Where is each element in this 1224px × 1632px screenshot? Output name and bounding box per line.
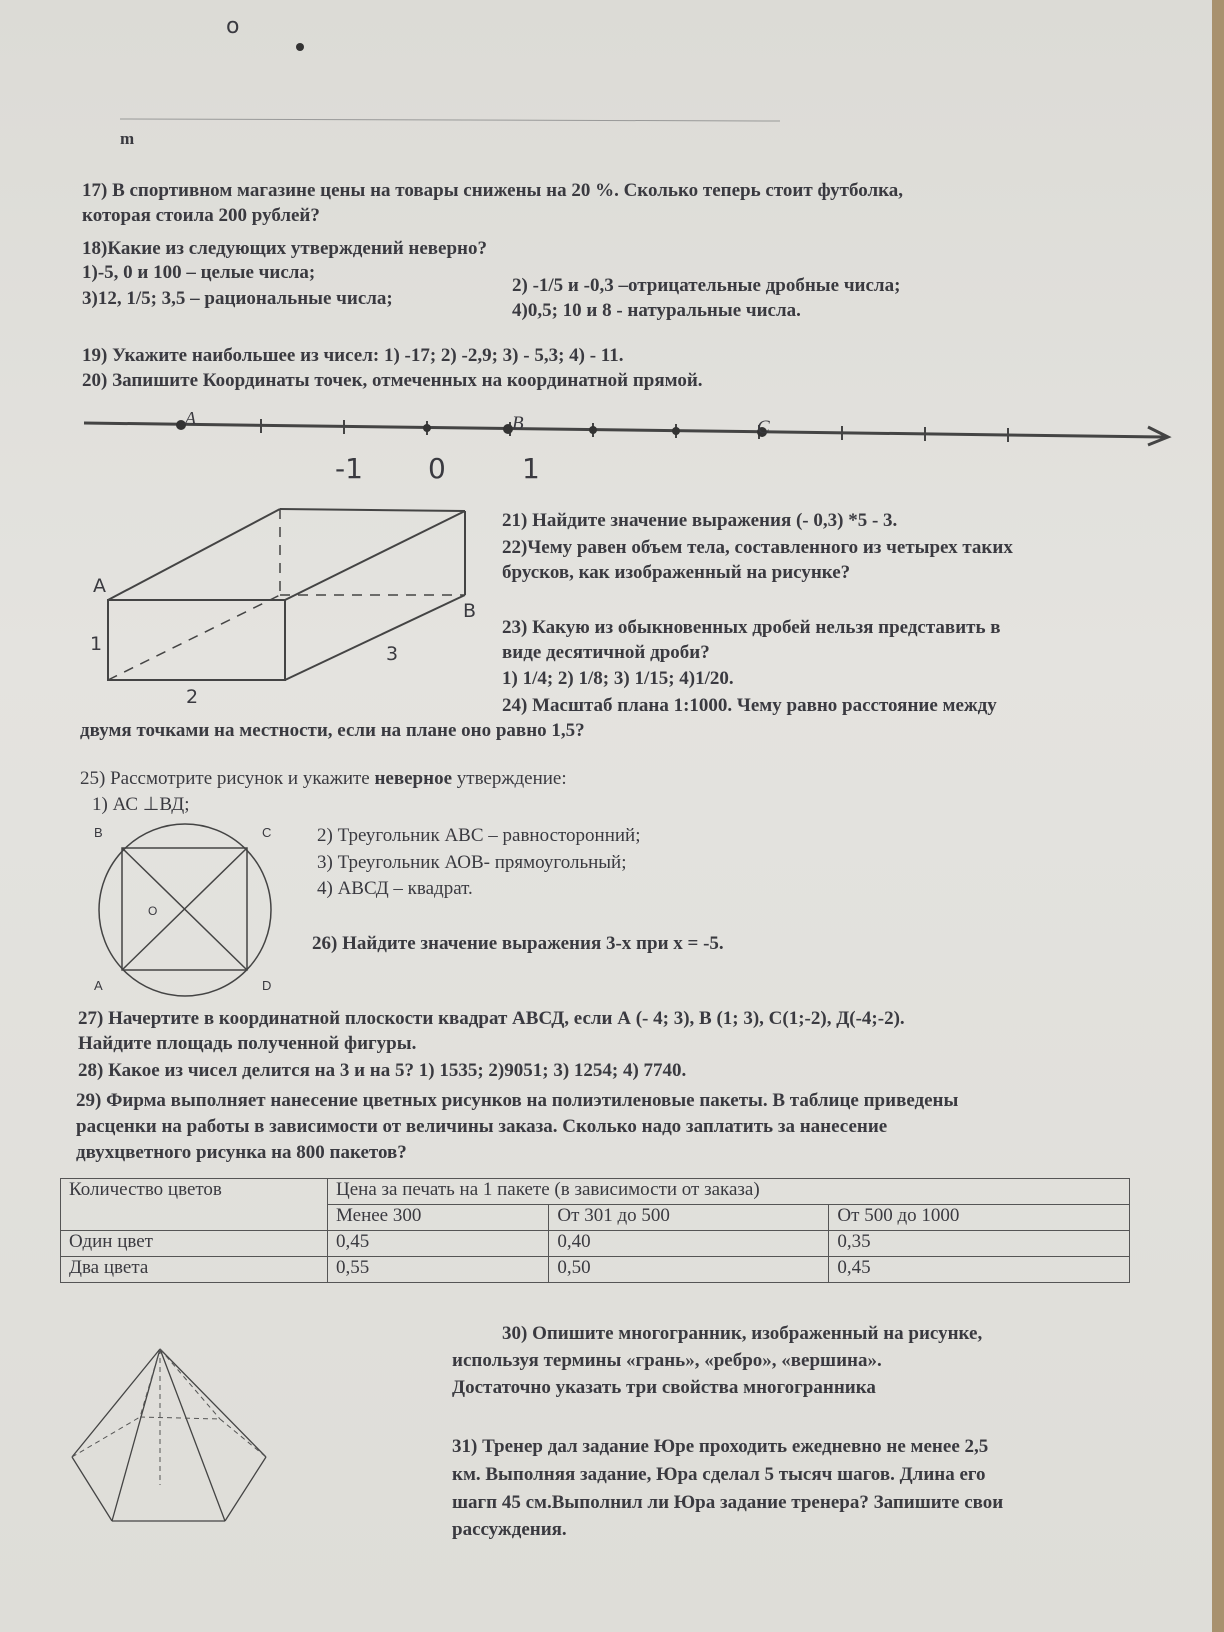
header-colors: Количество цветов xyxy=(61,1179,328,1231)
desk-edge xyxy=(1212,0,1224,1632)
q25-option-4: 4) АВСД – квадрат. xyxy=(317,878,473,899)
q30-line2: используя термины «грань», «ребро», «вершина». xyxy=(452,1350,882,1371)
q23-line2: виде десятичной дроби? xyxy=(502,642,710,663)
q18-title: 18)Какие из следующих утверждений неверно? xyxy=(82,238,488,259)
header-price: Цена за печать на 1 пакете (в зависимости от заказа) xyxy=(328,1179,1130,1205)
tick-label-1: 1 xyxy=(522,452,540,485)
row-label: Два цвета xyxy=(61,1257,328,1283)
q25-prefix: 25) Рассмотрите рисунок и укажите xyxy=(80,768,375,789)
cell: 0,45 xyxy=(328,1231,549,1257)
cell: 0,35 xyxy=(829,1231,1130,1257)
table-row xyxy=(61,1179,1130,1205)
q30-line3: Достаточно указать три свойства многогранника xyxy=(452,1377,876,1398)
q31-line3: шагп 45 см.Выполнил ли Юра задание тренера? Запишите свои xyxy=(452,1492,1004,1513)
q27-line1: 27) Начертите в координатной плоскости квадрат АВСД, если А (- 4; 3), В (1; 3), С(1;-2), Д(-4;-2). xyxy=(78,1008,905,1029)
header-mark-o: o xyxy=(226,14,240,39)
q17-line1: 17) В спортивном магазине цены на товары снижены на 20 %. Сколько теперь стоит футболка, xyxy=(82,180,904,201)
circle-label-c: C xyxy=(262,825,272,840)
q31-line4: рассуждения. xyxy=(452,1519,567,1540)
q30-line1: 30) Опишите многогранник, изображенный на рисунке, xyxy=(502,1323,983,1344)
q24-line1: 24) Масштаб плана 1:1000. Чему равно расстояние между xyxy=(502,695,997,716)
circle-label-d: D xyxy=(262,978,272,993)
header-dot xyxy=(295,42,305,52)
header-col-3: От 500 до 1000 xyxy=(829,1205,1130,1231)
q29-line1: 29) Фирма выполняет нанесение цветных рисунков на полиэтиленовые пакеты. В таблице приведены xyxy=(76,1090,959,1111)
q25-option-2: 2) Треугольник АВС – равносторонний; xyxy=(317,825,641,846)
q25-option-1: 1) АС ⊥ВД; xyxy=(92,794,190,815)
q22-line2: брусков, как изображенный на рисунке? xyxy=(502,562,851,583)
q25-bold: неверное xyxy=(374,768,453,789)
tick-label-minus1: -1 xyxy=(335,452,363,485)
cell: 0,40 xyxy=(549,1231,829,1257)
header-col-1: Менее 300 xyxy=(328,1205,549,1231)
q18-option-4: 4)0,5; 10 и 8 - натуральные числа. xyxy=(512,300,801,321)
cell: 0,50 xyxy=(549,1257,829,1283)
header-rule xyxy=(120,118,780,122)
row-label: Один цвет xyxy=(61,1231,328,1257)
cell: 0,55 xyxy=(328,1257,549,1283)
q18-option-1: 1)-5, 0 и 100 – целые числа; xyxy=(82,262,316,283)
q26-text: 26) Найдите значение выражения 3-х при х = -5. xyxy=(312,933,724,954)
q23-options: 1) 1/4; 2) 1/8; 3) 1/15; 4)1/20. xyxy=(502,668,734,689)
box-figure xyxy=(100,505,500,705)
point-c-label: C xyxy=(757,417,770,438)
q29-line2: расценки на работы в зависимости от величины заказа. Сколько надо заплатить за нанесение xyxy=(76,1116,888,1137)
pyramid-figure xyxy=(70,1345,280,1535)
price-table xyxy=(60,1178,1130,1283)
point-a-label: A xyxy=(185,408,196,428)
box-edge-1: 1 xyxy=(90,633,103,655)
q23-line1: 23) Какую из обыкновенных дробей нельзя представить в xyxy=(502,617,1001,638)
q19-text: 19) Укажите наибольшее из чисел: 1) -17; 2) -2,9; 3) - 5,3; 4) - 11. xyxy=(82,345,624,366)
q18-option-3: 3)12, 1/5; 3,5 – рациональные числа; xyxy=(82,288,393,309)
box-vertex-a: A xyxy=(93,575,106,597)
q27-line2: Найдите площадь полученной фигуры. xyxy=(78,1033,417,1054)
q21-text: 21) Найдите значение выражения (- 0,3) *5 - 3. xyxy=(502,510,898,531)
q22-line1: 22)Чему равен объем тела, составленного из четырех таких xyxy=(502,537,1013,558)
table-row xyxy=(61,1231,1130,1257)
q18-option-2: 2) -1/5 и -0,3 –отрицательные дробные числа; xyxy=(512,275,901,296)
q24-line2: двумя точками на местности, если на плане оно равно 1,5? xyxy=(80,720,585,741)
q25-prompt xyxy=(80,768,567,790)
table-row xyxy=(61,1257,1130,1283)
point-b-label: B xyxy=(512,413,524,434)
q20-text: 20) Запишите Координаты точек, отмеченных на координатной прямой. xyxy=(82,370,703,391)
cell: 0,45 xyxy=(829,1257,1130,1283)
q25-option-3: 3) Треугольник АОВ- прямоугольный; xyxy=(317,852,627,873)
box-edge-2: 2 xyxy=(186,686,199,708)
circle-label-o: O xyxy=(148,904,158,918)
q25-suffix: утверждение: xyxy=(452,768,567,789)
tick-label-0: 0 xyxy=(428,452,446,485)
q31-line2: км. Выполняя задание, Юра сделал 5 тысяч шагов. Длина его xyxy=(452,1464,986,1485)
circle-label-b: B xyxy=(94,825,103,840)
q17-line2: которая стоила 200 рублей? xyxy=(82,205,320,226)
q28-text: 28) Какое из чисел делится на 3 и на 5? 1) 1535; 2)9051; 3) 1254; 4) 7740. xyxy=(78,1060,687,1081)
header-mark-m: m xyxy=(120,129,135,148)
box-vertex-b: B xyxy=(463,600,477,622)
q29-line3: двухцветного рисунка на 800 пакетов? xyxy=(76,1142,407,1163)
header-col-2: От 301 до 500 xyxy=(549,1205,829,1231)
circle-label-a: A xyxy=(94,978,103,993)
q31-line1: 31) Тренер дал задание Юре проходить ежедневно не менее 2,5 xyxy=(452,1436,989,1457)
box-edge-3: 3 xyxy=(386,643,399,665)
number-line xyxy=(80,405,1200,495)
